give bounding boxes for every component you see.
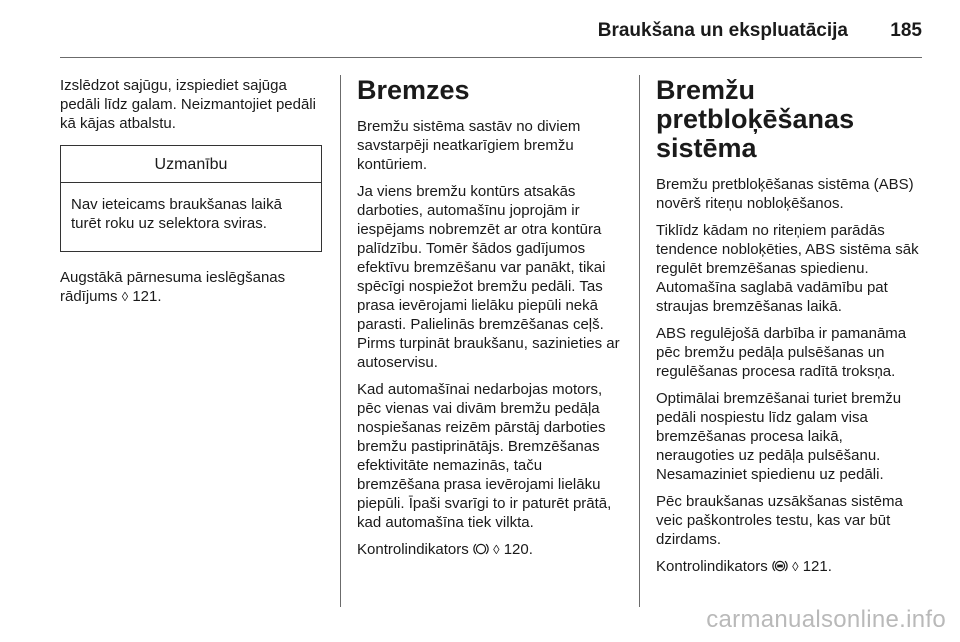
section-heading-brakes: Bremzes [357, 75, 470, 105]
page-reference-number[interactable]: 121. [802, 558, 832, 575]
page-title: Braukšana un ekspluatācija [597, 20, 848, 41]
abs-paragraph: ABS regulējošā darbība ir pamanāma pēc bremžu pedāļa pulsēšanas un regulēšanas procesa radītā troksņa. [656, 325, 907, 380]
page-reference-number[interactable]: 120. [503, 541, 533, 558]
brakes-paragraph: Bremžu sistēma sastāv no diviem savstarpēji neatkarīgiem bremžu kontūriem. [357, 118, 581, 173]
column-middle [357, 76, 623, 567]
indicator-label: Kontrolindikators [357, 541, 469, 558]
brake-warning-icon [473, 542, 489, 556]
page-reference-icon: ◊ [493, 542, 500, 557]
shift-indicator-text: Augstākā pārnesuma ieslēgšanas rādījums [60, 269, 286, 305]
caution-box [60, 145, 322, 252]
caution-text: Nav ieteicams braukšanas laikā turēt roku uz selektora sviras. [71, 196, 282, 232]
column-divider-2 [639, 75, 640, 607]
abs-indicator-reference [656, 557, 924, 576]
indicator-label: Kontrolindikators [656, 558, 768, 575]
intro-paragraph: Izslēdzot sajūgu, izspiediet sajūga pedāli līdz galam. Neizmantojiet pedāli kā kājas atbalstu. [60, 77, 316, 132]
site-watermark: carmanualsonline.info [706, 606, 946, 633]
page-reference-icon: ◊ [792, 559, 799, 574]
abs-paragraph: Bremžu pretbloķēšanas sistēma (ABS) novērš riteņu nobloķēšanos. [656, 176, 914, 212]
section-heading-abs: Bremžu pretbloķēšanas sistēma [656, 75, 855, 163]
abs-paragraph: Tiklīdz kādam no riteņiem parādās tendence nobloķēties, ABS sistēma sāk regulēt bremzēšanas spiedienu. Automašīna saglabā vadāmību pat straujas bremzēšanas laikā. [656, 222, 919, 315]
brakes-paragraph: Kad automašīnai nedarbojas motors, pēc vienas vai divām bremžu pedāļa nospiešanas reizēm pārstāj darboties bremžu pastiprinātājs. Bremzēšanas efektivitāte nemazinās, taču bremzēšana prasa ievērojami lielāku piepūli. Īpaši svarīgi to ir paturēt prātā, kad automašīna tiek vilkta. [357, 381, 612, 531]
brakes-paragraph: Ja viens bremžu kontūrs atsakās darboties, automašīnu joprojām ir iespējams nobremzēt ar otra kontūra palīdzību. Tomēr šādos gadījumos efektīvu bremzēšanu var panākt, tikai spēcīgi nospiežot bremžu pedāli. Tas prasa ievērojami lielāku piepūli nekā parasti. Palielinās bremzēšanas ceļš. Pirms turpināt braukšanu, sazinieties ar autoservisu. [357, 183, 620, 371]
brake-indicator-reference [357, 540, 623, 559]
column-right [656, 76, 924, 584]
page-header [0, 0, 960, 52]
abs-warning-icon [772, 559, 788, 573]
abs-paragraph: Pēc braukšanas uzsākšanas sistēma veic paškontroles testu, kas var būt dzirdams. [656, 493, 903, 548]
page-number: 185 [890, 20, 922, 41]
shift-indicator-reference [60, 268, 322, 306]
page-reference-number[interactable]: 121. [132, 288, 162, 305]
column-divider-1 [340, 75, 341, 607]
caution-title: Uzmanību [61, 146, 321, 183]
abs-paragraph: Optimālai bremzēšanai turiet bremžu pedāli nospiestu līdz galam visa bremzēšanas procesa laikā, neraugoties uz pedāļa pulsēšanu. Nesamaziniet spiedienu uz pedāli. [656, 390, 902, 483]
page-reference-icon: ◊ [121, 289, 129, 304]
header-divider [60, 57, 922, 58]
column-left [60, 76, 322, 314]
